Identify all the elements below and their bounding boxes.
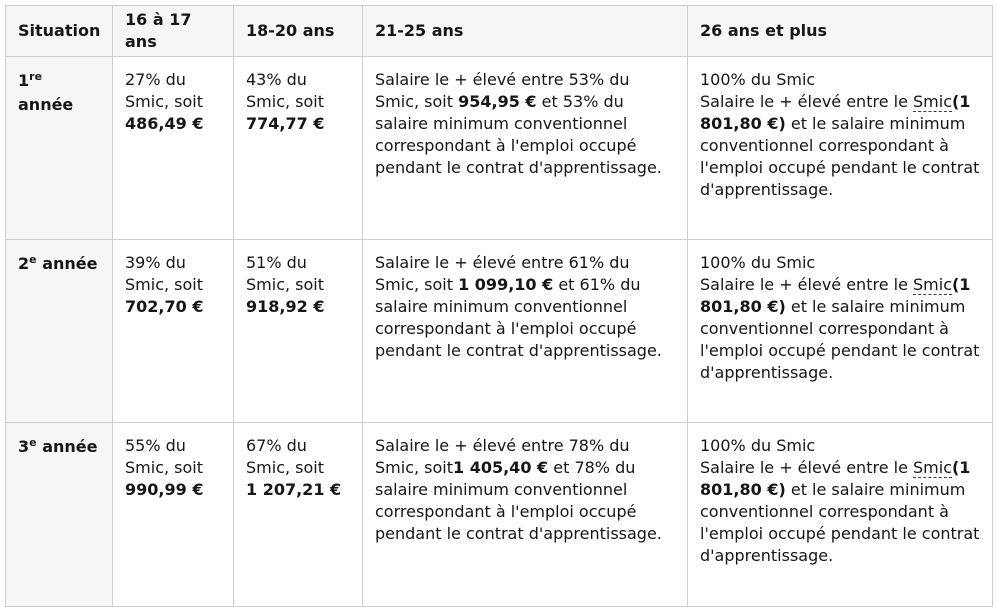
salary-amount: 918,92 € [246, 297, 325, 316]
rate-text: Smic, soit [125, 458, 203, 477]
rule-text: et le salaire minimum conventionnel correspondant à l'emploi occupé pendant le contrat d'apprentissage. [700, 114, 980, 199]
rule-text: et le salaire minimum conventionnel correspondant à l'emploi occupé pendant le contrat d'apprentissage. [700, 480, 980, 565]
table-row-year-3 [6, 423, 993, 607]
smic-abbreviation[interactable]: Smic [913, 458, 952, 477]
cell-26-plus [688, 240, 993, 423]
rule-text: Salaire le + élevé entre le [700, 458, 913, 477]
rate-text: 27% du [125, 70, 186, 89]
rate-text: 100% du Smic [700, 70, 816, 89]
rule-text: et le salaire minimum conventionnel correspondant à l'emploi occupé pendant le contrat d'apprentissage. [700, 297, 980, 382]
rate-text: 43% du [246, 70, 307, 89]
year-cell [6, 57, 113, 240]
rule-text: Salaire le + élevé entre 61% du Smic, soit [375, 253, 630, 294]
salary-amount: 1 207,21 € [246, 480, 342, 499]
header-situation: Situation [6, 6, 113, 57]
cell-18-20 [234, 423, 363, 607]
salary-amount: (1 801,80 €) [700, 275, 971, 316]
year-number: 3 [18, 437, 30, 456]
cell-16-17 [113, 240, 234, 423]
apprentice-salary-table [5, 5, 993, 607]
header-age-18-20: 18-20 ans [234, 6, 363, 57]
year-word: année [42, 437, 98, 456]
rate-text: 67% du [246, 436, 307, 455]
header-age-26-plus: 26 ans et plus [688, 6, 993, 57]
year-ordinal: e [29, 253, 37, 266]
year-number: 2 [18, 254, 30, 273]
year-word: année [42, 254, 98, 273]
rate-text: Smic, soit [125, 92, 203, 111]
cell-16-17 [113, 423, 234, 607]
salary-amount: (1 801,80 €) [700, 92, 971, 133]
year-cell [6, 240, 113, 423]
rule-text: et 53% du salaire minimum conventionnel correspondant à l'emploi occupé pendant le contrat d'apprentissage. [375, 92, 662, 177]
year-cell [6, 423, 113, 607]
rate-text: Smic, soit [246, 458, 324, 477]
rate-text: 39% du [125, 253, 186, 272]
rule-text: Salaire le + élevé entre 53% du Smic, soit [375, 70, 630, 111]
cell-18-20 [234, 57, 363, 240]
cell-21-25 [363, 240, 688, 423]
year-number: 1 [18, 71, 30, 90]
table-row-year-2 [6, 240, 993, 423]
rule-text: Salaire le + élevé entre 78% du Smic, soit [375, 436, 630, 477]
rule-text: Salaire le + élevé entre le [700, 275, 913, 294]
smic-abbreviation[interactable]: Smic [913, 92, 952, 111]
salary-amount: 990,99 € [125, 480, 204, 499]
rule-text: Salaire le + élevé entre le [700, 92, 913, 111]
cell-26-plus [688, 57, 993, 240]
cell-21-25 [363, 423, 688, 607]
rule-text: et 61% du salaire minimum conventionnel correspondant à l'emploi occupé pendant le contrat d'apprentissage. [375, 275, 662, 360]
cell-21-25 [363, 57, 688, 240]
cell-16-17 [113, 57, 234, 240]
table-row-year-1 [6, 57, 993, 240]
cell-26-plus [688, 423, 993, 607]
salary-amount: 1 405,40 € [453, 458, 549, 477]
rate-text: 100% du Smic [700, 253, 816, 272]
year-word: année [18, 95, 74, 114]
cell-18-20 [234, 240, 363, 423]
rate-text: 100% du Smic [700, 436, 816, 455]
year-ordinal: re [29, 70, 43, 83]
smic-abbreviation[interactable]: Smic [913, 275, 952, 294]
year-ordinal: e [29, 436, 37, 449]
rule-text: et 78% du salaire minimum conventionnel correspondant à l'emploi occupé pendant le contrat d'apprentissage. [375, 458, 662, 543]
rate-text: 55% du [125, 436, 186, 455]
salary-amount: 954,95 € [458, 92, 537, 111]
salary-amount: 486,49 € [125, 114, 204, 133]
header-row [6, 6, 993, 57]
salary-amount: (1 801,80 €) [700, 458, 971, 499]
rate-text: Smic, soit [246, 92, 324, 111]
rate-text: 51% du [246, 253, 307, 272]
rate-text: Smic, soit [125, 275, 203, 294]
salary-amount: 774,77 € [246, 114, 325, 133]
salary-amount: 702,70 € [125, 297, 204, 316]
salary-amount: 1 099,10 € [458, 275, 554, 294]
header-age-16-17: 16 à 17 ans [113, 6, 234, 57]
rate-text: Smic, soit [246, 275, 324, 294]
header-age-21-25: 21-25 ans [363, 6, 688, 57]
